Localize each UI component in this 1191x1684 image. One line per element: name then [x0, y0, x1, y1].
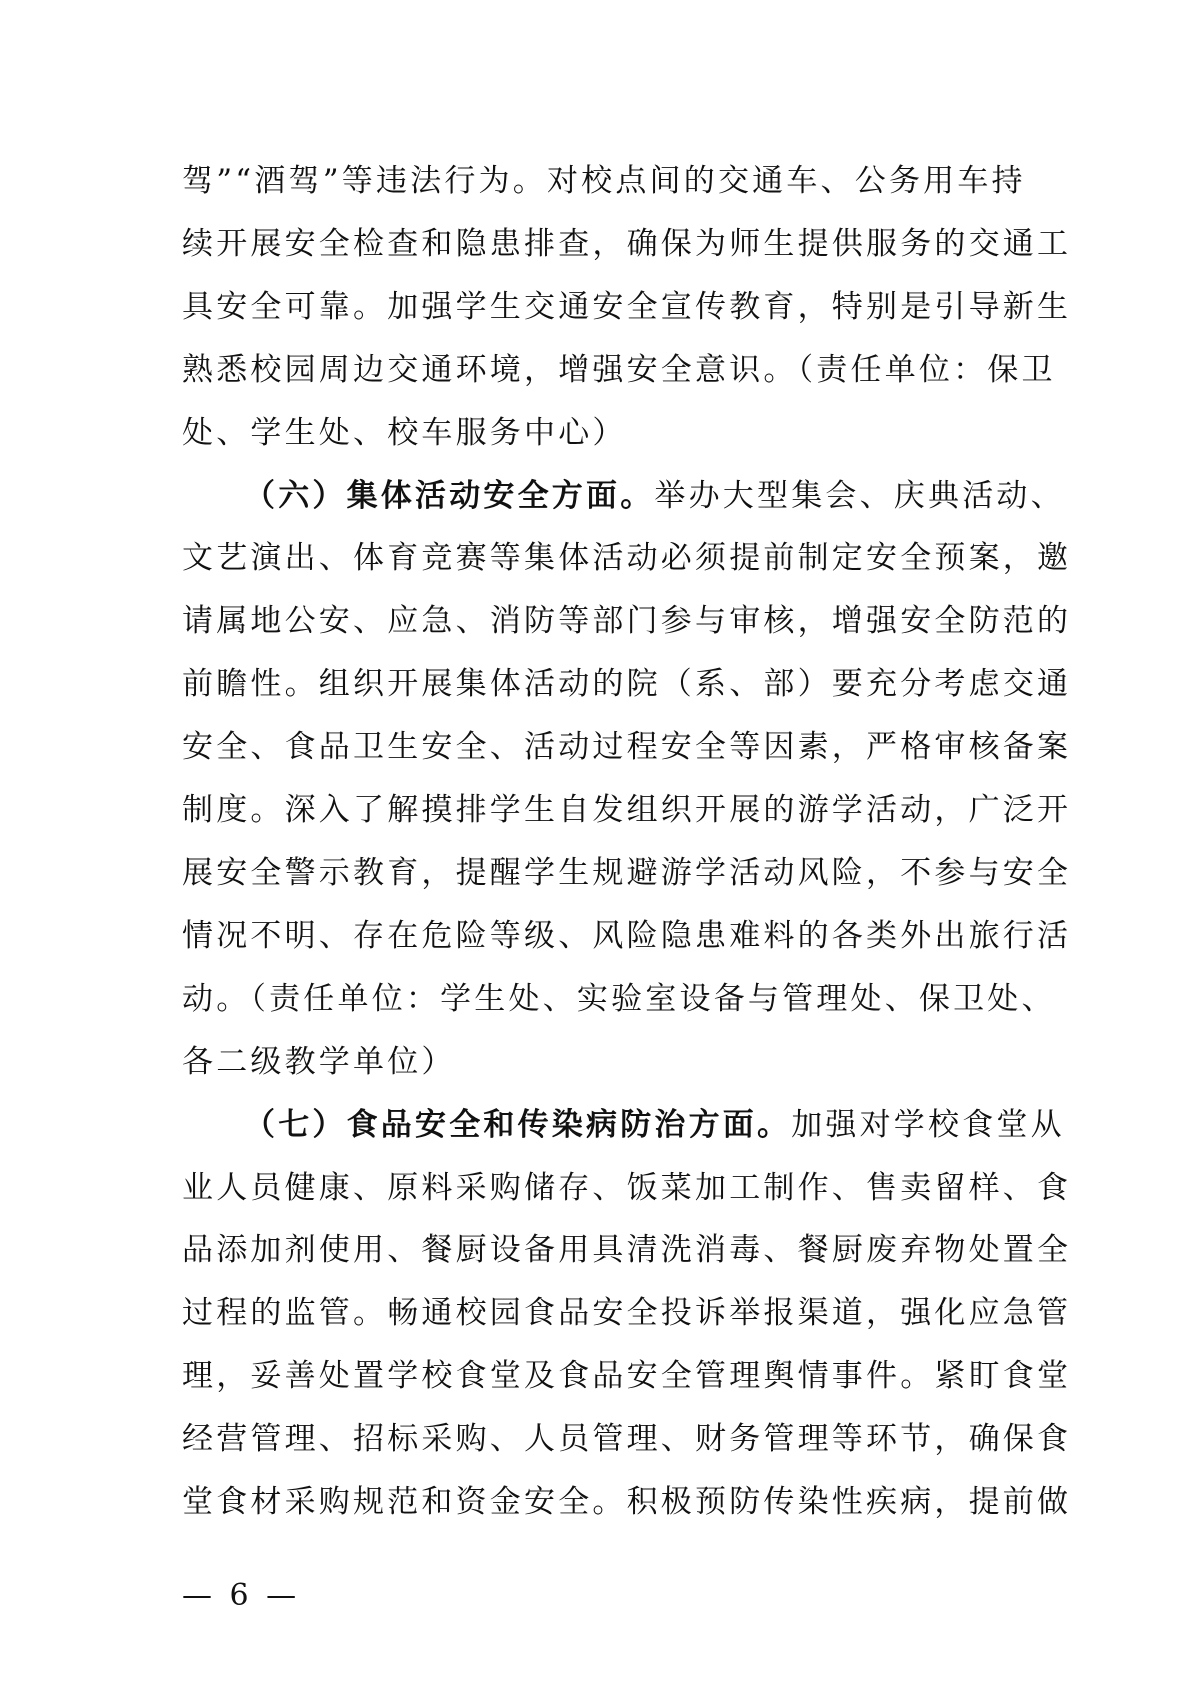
text-run: 举办大型集会、庆典活动、	[654, 477, 1065, 514]
text-line: 堂食材采购规范和资金安全。积极预防传染性疾病，提前做	[182, 1484, 1072, 1521]
body-text	[182, 150, 1072, 1534]
text-line: 熟悉校园周边交通环境，增强安全意识。（责任单位：保卫	[182, 351, 1056, 388]
text-line	[182, 465, 1065, 528]
text-line: 动。（责任单位：学生处、实验室设备与管理处、保卫处、	[182, 980, 1056, 1017]
text-line: 展安全警示教育，提醒学生规避游学活动风险，不参与安全	[182, 854, 1072, 891]
text-line: 前瞻性。组织开展集体活动的院（系、部）要充分考虑交通	[182, 666, 1072, 703]
text-line: 理，妥善处置学校食堂及食品安全管理舆情事件。紧盯食堂	[182, 1358, 1072, 1395]
page-number: — 6 —	[182, 1578, 301, 1613]
text-line: 驾”“酒驾”等违法行为。对校点间的交通车、公务用车持	[182, 163, 1026, 199]
text-line: 处、学生处、校车服务中心）	[182, 414, 627, 451]
text-line	[182, 1094, 1065, 1157]
paragraph-group-activity-safety	[182, 465, 1072, 1094]
paragraph-traffic-continuation	[182, 150, 1072, 465]
section-heading-six: （六）集体活动安全方面。	[244, 477, 655, 514]
text-line: 品添加剂使用、餐厨设备用具清洗消毒、餐厨废弃物处置全	[182, 1232, 1072, 1269]
paragraph-food-safety	[182, 1094, 1072, 1534]
text-run: 加强对学校食堂从	[791, 1106, 1065, 1143]
text-line: 过程的监管。畅通校园食品安全投诉举报渠道，强化应急管	[182, 1295, 1072, 1332]
text-line: 制度。深入了解摸排学生自发组织开展的游学活动，广泛开	[182, 792, 1072, 829]
text-line: 安全、食品卫生安全、活动过程安全等因素，严格审核备案	[182, 729, 1072, 766]
section-heading-seven: （七）食品安全和传染病防治方面。	[244, 1106, 792, 1143]
text-line: 文艺演出、体育竞赛等集体活动必须提前制定安全预案，邀	[182, 540, 1072, 577]
text-line: 续开展安全检查和隐患排查，确保为师生提供服务的交通工	[182, 225, 1072, 262]
text-line: 请属地公安、应急、消防等部门参与审核，增强安全防范的	[182, 603, 1072, 640]
text-line: 具安全可靠。加强学生交通安全宣传教育，特别是引导新生	[182, 288, 1072, 325]
text-line: 经营管理、招标采购、人员管理、财务管理等环节，确保食	[182, 1421, 1072, 1458]
text-line: 各二级教学单位）	[182, 1043, 456, 1080]
text-line: 业人员健康、原料采购储存、饭菜加工制作、售卖留样、食	[182, 1169, 1072, 1206]
text-line: 情况不明、存在危险等级、风险隐患难料的各类外出旅行活	[182, 917, 1072, 954]
